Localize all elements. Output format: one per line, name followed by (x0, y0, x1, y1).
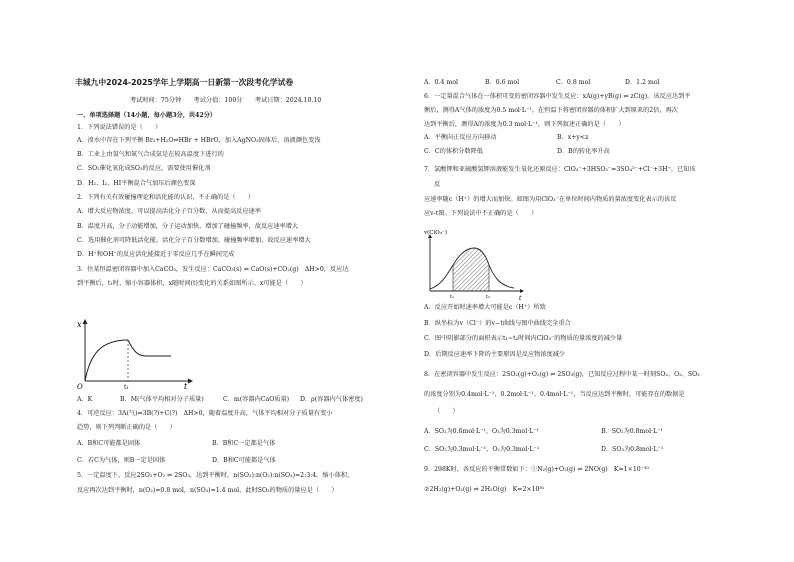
q2-option-a: A．增大反应物浓度，可以提高活化分子百分数，从而提高反应速率 (77, 208, 261, 215)
q7-option-c: C．图中阴影部分的面积表示t₁~t₂时间内ClO₃⁻的物质的量浓度的减少量 (424, 335, 623, 342)
q7-option-b: B．纵坐标为v（Cl⁻）的v−t曲线与图中曲线完全重合 (424, 320, 571, 327)
q6-option-d: D．B的转化率升高 (557, 148, 610, 155)
q2-option-b: B．温度升高，分子动能增加，分子运动加快，增加了碰撞频率，故反应速率增大 (77, 223, 299, 230)
q7-line-3: 应速率随c（H⁺）的增大而加快。如图为用ClO₃⁻在单位时间内物质的量浓度变化表示的该反 (424, 196, 677, 203)
q1-option-d: D．H₂、I₂、HI平衡混合气加压后颜色变深 (77, 180, 196, 187)
q7-graph (422, 225, 526, 303)
q3-option-c: C．m(容器内CaO质量) (223, 396, 290, 403)
q9-line-2: ②2H₂(g)+O₂(g) ⇌ 2H₂O(g) K=2×10⁸¹ (424, 486, 545, 493)
q6-line-3: 达到平衡后，测得A的浓度为0.3 mol·L⁻¹，则下列叙述正确的是（ ） (424, 121, 625, 128)
q3-y-label: x (77, 320, 82, 329)
q6-option-a: A．平衡向正反应方向移动 (424, 134, 497, 141)
q4-option-a: A．B和C可能都是固体 (77, 440, 141, 447)
q4-line-2: 趋势，则下列判断正确的是（ ） (77, 424, 176, 431)
q5-option-d: D．1.2 mol (625, 79, 660, 86)
q3-curve-settle (128, 340, 171, 356)
q3-line-2: 到平衡后，t₁时，缩小容器体积，x随时间(t)变化的关系如图所示。x可能是（ ） (77, 280, 307, 287)
exam-meta: 考试时间：75分钟 考试分值：100分 考试日期：2024.10.10 (130, 97, 322, 104)
section-heading: 一、单项选择题（14小题，每小题3分，共42分） (77, 112, 217, 119)
q3-line-1: 3．往某恒温密闭容器中加入CaCO₃，发生反应：CaCO₃(s) ⇌ CaO(s)+CO₂(g) ΔH>0，反应达 (77, 266, 349, 273)
q8-option-d: D．SO₃为0.8mol·L⁻¹ (601, 446, 664, 453)
q9-line-1: 9．298K时，各反应的平衡常数如下：①N₂(g)+O₂(g) ⇌ 2NO(g) K=1×10⁻³⁰ (424, 466, 649, 473)
q6-line-2: 衡后，测得A气体的浓度为0.5 mol·L⁻¹。在恒温下将密闭容器的体积扩大到原来的2倍，再次 (424, 107, 678, 114)
q1-stem: 1．下列说法错误的是（ ） (77, 124, 162, 131)
q3-option-a: A．K (77, 396, 93, 403)
q2-stem: 2．下列有关有效碰撞理论和活化能的认识，不正确的是（ ） (77, 194, 255, 201)
q3-t1-label: t₁ (124, 384, 129, 390)
q3-x-arrow (188, 379, 193, 384)
q1-option-b: B．工业上由氢气和氮气合成氨是在较高温度下进行的 (77, 151, 224, 158)
q5-line-1: 5．一定温度下，反应2SO₂+O₂ ⇌ 2SO₃，达到平衡时，n(SO₂):n(O₂):n(SO₃)=2:3:4。缩小体积， (77, 472, 354, 479)
q1-option-c: C．SO₂催化氧化成SO₃的反应，需要使用催化剂 (77, 165, 211, 172)
q8-option-a: A．SO₂为0.6mol·L⁻¹，O₂为0.3mol·L⁻¹ (424, 428, 540, 435)
q7-line-1: 7．氯酸钾和亚硫酸氢钾溶液能发生氧化还原反应：ClO₃⁻+3HSO₃⁻=3SO₄²⁻+Cl⁻+3H⁺。已知该 (424, 166, 696, 173)
q8-line-2: 的浓度分别为0.4mol·L⁻¹、0.2mol·L⁻¹、0.4mol·L⁻¹，当反应达到平衡时，可能存在的数据是 (424, 391, 685, 398)
q6-option-b: B．x+y<z (557, 134, 589, 141)
q4-option-d: D．B和C可能都是气体 (212, 457, 276, 464)
q8-line-3: （ ） (434, 408, 459, 415)
q4-line-1: 4．可逆反应：3A(气)⇌3B(?)+C(?) ΔH>0，随着温度升高，气体平均相对分子质量有变小 (77, 410, 333, 417)
q7-line-2: 反 (434, 181, 441, 188)
q8-option-c: C．SO₂为0.3mol·L⁻¹，O₂为0.3mol·L⁻¹ (424, 446, 540, 453)
q7-t2-label: t₂ (486, 294, 491, 300)
q6-line-1: 6．一定量混合气体在一体积可变的密闭容器中发生反应：xA(g)+yB(g) ⇌ zC(g)。该反应达到平 (424, 93, 691, 100)
q7-option-d: D．后期反应速率下降的主要原因是反应物浓度减少 (424, 351, 566, 358)
q3-option-d: D．ρ(容器内气体密度) (300, 396, 363, 403)
q8-option-b: B．SO₂为0.8mol·L⁻¹ (601, 428, 663, 435)
q7-option-a: A．反应开始时速率增大可能是c（H⁺）所致 (424, 304, 546, 311)
q7-x-label: t (519, 295, 522, 302)
q5-line-2: 反应再次达到平衡时，n(O₂)=0.8 mol，n(SO₃)=1.4 mol，此时SO₂的物质的量应是（ ） (77, 487, 338, 494)
q3-curve-rise (85, 340, 128, 381)
q4-option-c: C．若C为气体，则B一定是固体 (77, 457, 166, 464)
q5-option-c: C．0.8 mol (556, 79, 591, 86)
q3-graph (76, 318, 196, 390)
q6-option-c: C．C的体积分数降低 (424, 148, 483, 155)
q3-x-label: t (184, 382, 188, 390)
q3-y-arrow (83, 319, 88, 324)
q5-option-b: B．0.6 mol (485, 79, 520, 86)
q2-option-d: D．H⁺和OH⁻的反应活化能接近于零反应几乎在瞬间完成 (77, 251, 235, 258)
q7-t1-label: t₁ (450, 294, 455, 300)
q3-origin-label: O (77, 383, 83, 390)
q1-option-a: A．溴水中存在下列平衡 Br₂+H₂O⇌HBr + HBrO，加入AgNO₃固体后，溶液颜色变浅 (77, 137, 321, 144)
q2-option-c: C．选用催化剂可降低活化能，活化分子百分数增加，碰撞频率增加，故反应速率增大 (77, 237, 311, 244)
q4-option-b: B．B和C一定都是气体 (212, 440, 276, 447)
q5-option-a: A．0.4 mol (424, 79, 459, 86)
exam-title: 丰城九中2024-2025学年上学期高一日新第一次段考化学试卷 (75, 78, 294, 87)
q7-line-4: 应v-t图。下列说法中不正确的是（ ） (424, 210, 538, 217)
q7-x-arrow (520, 289, 524, 293)
q8-line-1: 8．在密闭容器中发生反应：2SO₂(g)+O₂(g) ⇌ 2SO₃(g)，已知反应过程中某一时刻SO₂、O₂、SO₃ (424, 371, 700, 378)
q3-option-b: B．M(气体平均相对分子质量) (120, 396, 204, 403)
q7-y-label: v(ClO₃⁻) (424, 230, 447, 236)
